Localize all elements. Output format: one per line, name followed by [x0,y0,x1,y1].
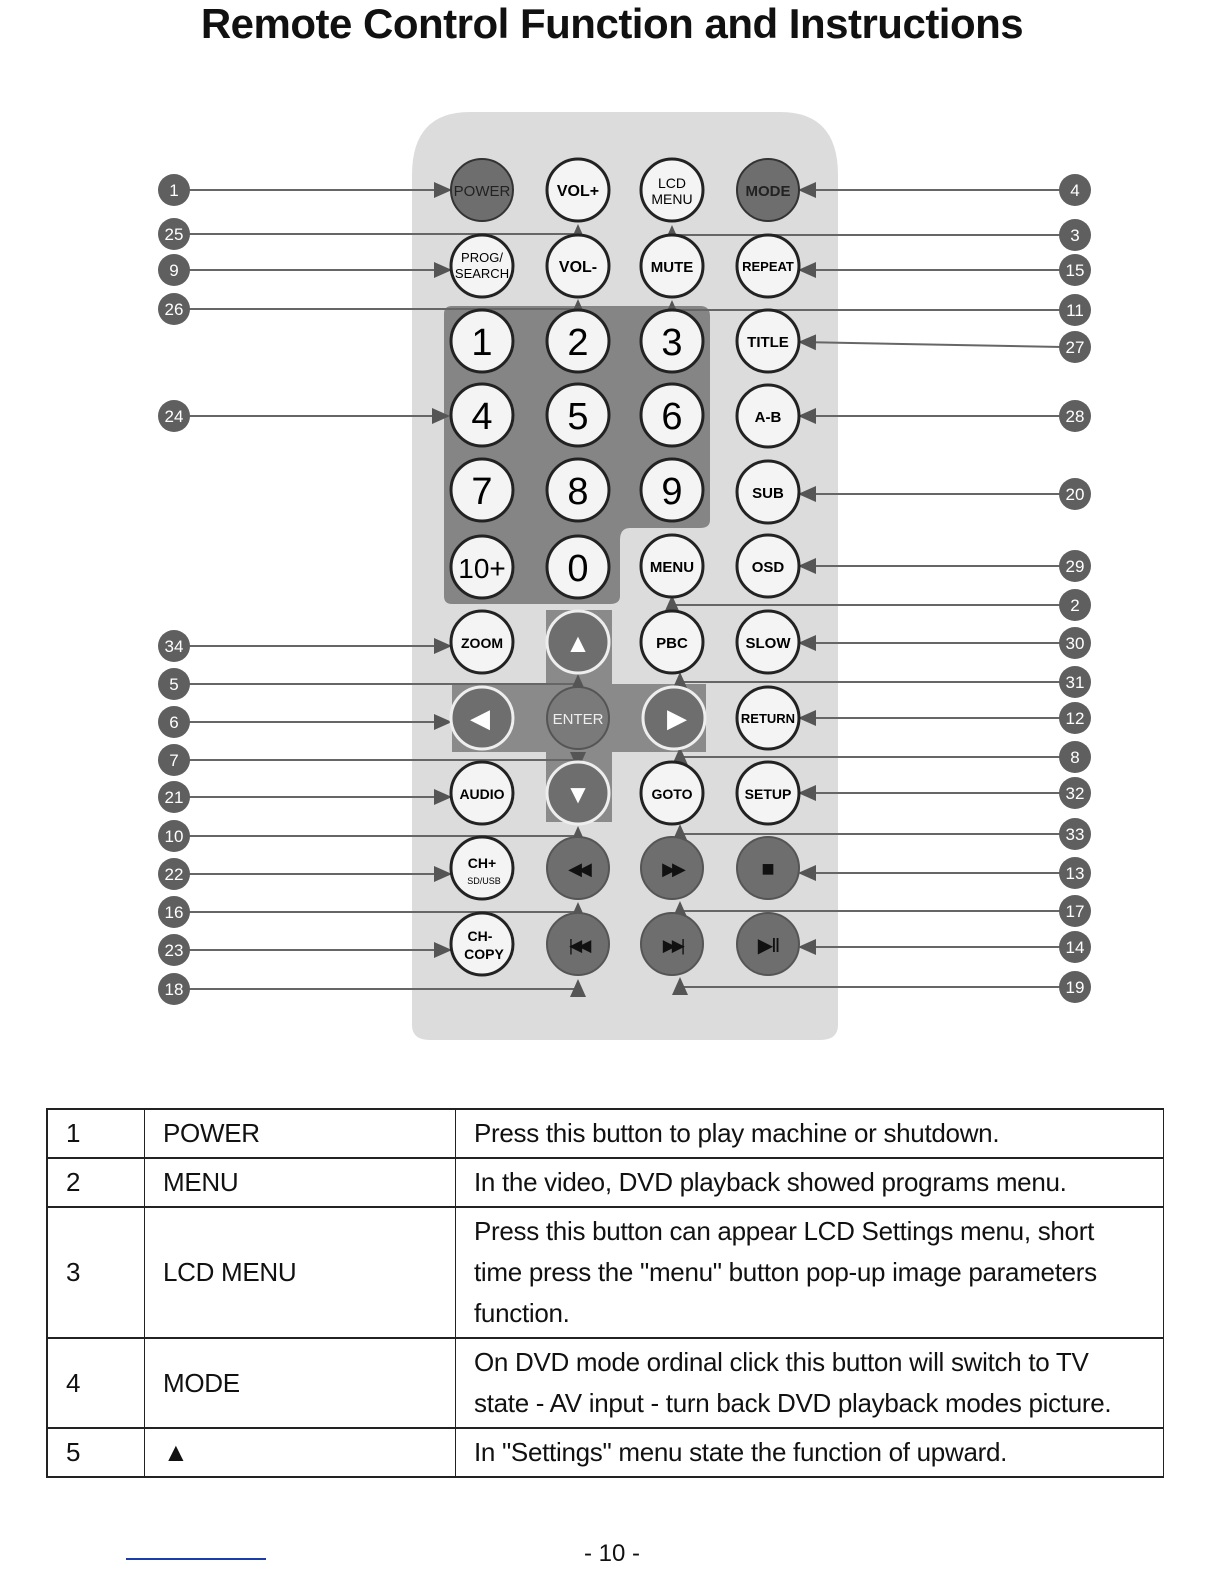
svg-text:A-B: A-B [754,409,782,426]
callout-15 [1059,254,1091,286]
callout-1 [158,174,190,206]
svg-text:▶▶|: ▶▶| [662,936,682,955]
table-row [47,1109,1164,1158]
callout-23 [158,934,190,966]
svg-text:9: 9 [661,471,683,513]
button-name: POWER [145,1109,456,1158]
function-description: On DVD mode ordinal click this button will switch to TV state - AV input - turn back DVD playback modes picture. [456,1338,1164,1428]
button-name: ▲ [145,1428,456,1477]
page-title: Remote Control Function and Instructions [200,0,1024,47]
vol-up-button[interactable] [547,159,609,221]
svg-text:TITLE: TITLE [747,334,789,351]
table-row [47,1158,1164,1207]
svg-text:1: 1 [471,322,493,364]
svg-text:▲: ▲ [565,628,591,658]
table-row [47,1207,1164,1338]
callout-17 [1059,895,1091,927]
callout-16 [158,896,190,928]
svg-text:VOL+: VOL+ [556,183,600,200]
svg-text:|◀◀: |◀◀ [568,936,588,955]
a-b-button[interactable] [737,385,799,447]
menu-button[interactable] [641,535,703,597]
svg-text:▶: ▶ [667,703,687,733]
svg-text:COPY: COPY [464,946,504,962]
digit-1-button[interactable] [451,310,513,372]
svg-text:14: 14 [1065,938,1085,957]
sub-button[interactable] [737,461,799,523]
callout-22 [158,858,190,890]
svg-text:SD/USB: SD/USB [467,876,501,886]
callout-6 [158,706,190,738]
svg-text:8: 8 [1070,748,1080,767]
svg-text:7: 7 [471,471,493,513]
svg-text:30: 30 [1065,634,1085,653]
svg-text:0: 0 [567,548,589,590]
callout-21 [158,781,190,813]
svg-text:28: 28 [1065,407,1085,426]
left-button[interactable] [451,687,513,749]
svg-text:29: 29 [1065,557,1085,576]
previous-button[interactable] [547,913,609,975]
button-name: LCD MENU [145,1207,456,1338]
svg-text:4: 4 [471,396,493,438]
callouts-left [158,174,190,1005]
svg-text:26: 26 [164,300,184,319]
svg-text:8: 8 [567,471,589,513]
table-row [47,1428,1164,1477]
svg-text:31: 31 [1065,673,1085,692]
svg-text:VOL-: VOL- [558,259,598,276]
title-button[interactable] [737,310,799,372]
svg-text:RETURN: RETURN [740,711,796,726]
svg-text:25: 25 [164,225,184,244]
callout-32 [1059,777,1091,809]
row-number: 2 [47,1158,145,1207]
svg-text:◀: ◀ [470,703,490,733]
stop-button[interactable] [737,837,799,899]
svg-text:12: 12 [1065,709,1085,728]
function-description: In the video, DVD playback showed programs menu. [456,1158,1164,1207]
page-number: - 10 - [583,1540,640,1567]
digit-4-button[interactable] [451,384,513,446]
svg-text:24: 24 [164,407,184,426]
callout-28 [1059,400,1091,432]
svg-text:SLOW: SLOW [745,635,791,652]
callout-31 [1059,666,1091,698]
svg-text:33: 33 [1065,825,1085,844]
vol-down-button[interactable] [547,235,609,297]
svg-text:▼: ▼ [565,779,591,809]
button-name: MODE [145,1338,456,1428]
digit-5-button[interactable] [547,384,609,446]
callout-14 [1059,931,1091,963]
osd-button[interactable] [737,535,799,597]
callout-19 [1059,971,1091,1003]
row-number: 5 [47,1428,145,1477]
callout-34 [158,630,190,662]
callout-13 [1059,857,1091,889]
svg-text:3: 3 [661,322,683,364]
svg-text:◀◀: ◀◀ [568,859,588,879]
callout-10 [158,820,190,852]
callout-30 [1059,627,1091,659]
row-number: 4 [47,1338,145,1428]
footer-link-rule [126,1558,266,1560]
svg-text:CH-: CH- [467,928,493,944]
power-button[interactable] [451,159,513,221]
svg-text:MODE: MODE [745,183,791,200]
svg-text:18: 18 [164,980,184,999]
svg-text:9: 9 [169,261,179,280]
ch-minus-button[interactable] [451,913,513,975]
function-description: Press this button to play machine or shutdown. [456,1109,1164,1158]
goto-button[interactable] [641,762,703,824]
svg-text:2: 2 [567,322,589,364]
callout-4 [1059,174,1091,206]
svg-text:6: 6 [661,396,683,438]
callout-18 [158,973,190,1005]
digit-3-button[interactable] [641,310,703,372]
svg-text:SEARCH: SEARCH [454,266,510,281]
svg-text:▶II: ▶II [757,935,779,957]
svg-text:10+: 10+ [458,553,506,584]
svg-text:PROG/: PROG/ [461,250,503,265]
audio-button[interactable] [451,762,513,824]
svg-text:7: 7 [169,751,179,770]
pbc-button[interactable] [641,611,703,673]
digit-7-button[interactable] [451,459,513,521]
svg-text:22: 22 [164,865,184,884]
svg-text:▶▶: ▶▶ [662,859,682,879]
play-pause-button[interactable] [737,913,799,975]
table-row [47,1338,1164,1428]
enter-button[interactable] [547,687,609,749]
digit-2-button[interactable] [547,310,609,372]
svg-text:REPEAT: REPEAT [742,259,794,274]
svg-text:AUDIO: AUDIO [459,786,505,802]
svg-text:POWER: POWER [453,183,511,200]
svg-text:PBC: PBC [656,635,688,652]
callout-20 [1059,478,1091,510]
svg-text:32: 32 [1065,784,1085,803]
callout-5 [158,668,190,700]
callout-3 [1059,219,1091,251]
svg-text:4: 4 [1070,181,1080,200]
fast-forward-button[interactable] [641,837,703,899]
svg-text:MENU: MENU [649,559,695,576]
svg-text:2: 2 [1070,596,1080,615]
down-button[interactable] [547,762,609,824]
digit-10plus-button[interactable] [451,536,513,598]
svg-text:5: 5 [567,396,589,438]
svg-text:27: 27 [1065,338,1085,357]
digit-8-button[interactable] [547,459,609,521]
callout-25 [158,218,190,250]
svg-text:LCD: LCD [657,175,687,191]
prog-search-button[interactable] [451,235,513,297]
setup-button[interactable] [737,762,799,824]
callout-9 [158,254,190,286]
return-button[interactable] [737,687,799,749]
svg-text:1: 1 [169,181,179,200]
svg-text:13: 13 [1065,864,1085,883]
callout-12 [1059,702,1091,734]
svg-text:SUB: SUB [752,485,784,502]
svg-text:ENTER: ENTER [552,711,604,728]
button-name: MENU [145,1158,456,1207]
callout-2 [1059,589,1091,621]
function-description: Press this button can appear LCD Settings menu, short time press the "menu" button pop-up image parameters function. [456,1207,1164,1338]
callout-33 [1059,818,1091,850]
callout-29 [1059,550,1091,582]
svg-text:23: 23 [164,941,184,960]
svg-text:■: ■ [761,856,775,881]
svg-text:15: 15 [1065,261,1085,280]
callout-11 [1059,294,1091,326]
svg-text:21: 21 [164,788,184,807]
digit-9-button[interactable] [641,459,703,521]
callouts-right [1059,174,1091,1003]
function-table [46,1108,1164,1478]
svg-text:OSD: OSD [751,559,785,576]
repeat-button[interactable] [737,235,799,297]
slow-button[interactable] [737,611,799,673]
svg-text:SETUP: SETUP [744,786,792,802]
lcd-menu-button[interactable] [641,159,703,221]
svg-text:11: 11 [1066,301,1084,320]
svg-text:5: 5 [169,675,179,694]
svg-text:ZOOM: ZOOM [461,635,503,651]
up-button[interactable] [547,611,609,673]
right-button[interactable] [643,687,705,749]
callout-24 [158,400,190,432]
ch-plus-button[interactable] [451,837,513,899]
svg-text:20: 20 [1065,485,1085,504]
rewind-button[interactable] [547,837,609,899]
svg-text:MENU: MENU [651,191,693,207]
next-button[interactable] [641,913,703,975]
callout-27 [1059,331,1091,363]
zoom-button[interactable] [451,611,513,673]
svg-text:MUTE: MUTE [650,259,694,276]
digit-0-button[interactable] [547,536,609,598]
callout-8 [1059,741,1091,773]
digit-6-button[interactable] [641,384,703,446]
row-number: 3 [47,1207,145,1338]
svg-text:6: 6 [169,713,179,732]
svg-text:17: 17 [1065,902,1085,921]
row-number: 1 [47,1109,145,1158]
svg-text:3: 3 [1070,226,1080,245]
callout-26 [158,293,190,325]
svg-text:GOTO: GOTO [651,786,693,802]
svg-text:CH+: CH+ [467,855,497,871]
mode-button[interactable] [737,159,799,221]
function-description: In "Settings" menu state the function of upward. [456,1428,1164,1477]
svg-text:10: 10 [164,827,184,846]
svg-text:19: 19 [1065,978,1085,997]
svg-text:34: 34 [164,637,184,656]
svg-text:16: 16 [164,903,184,922]
callout-7 [158,744,190,776]
mute-button[interactable] [641,235,703,297]
